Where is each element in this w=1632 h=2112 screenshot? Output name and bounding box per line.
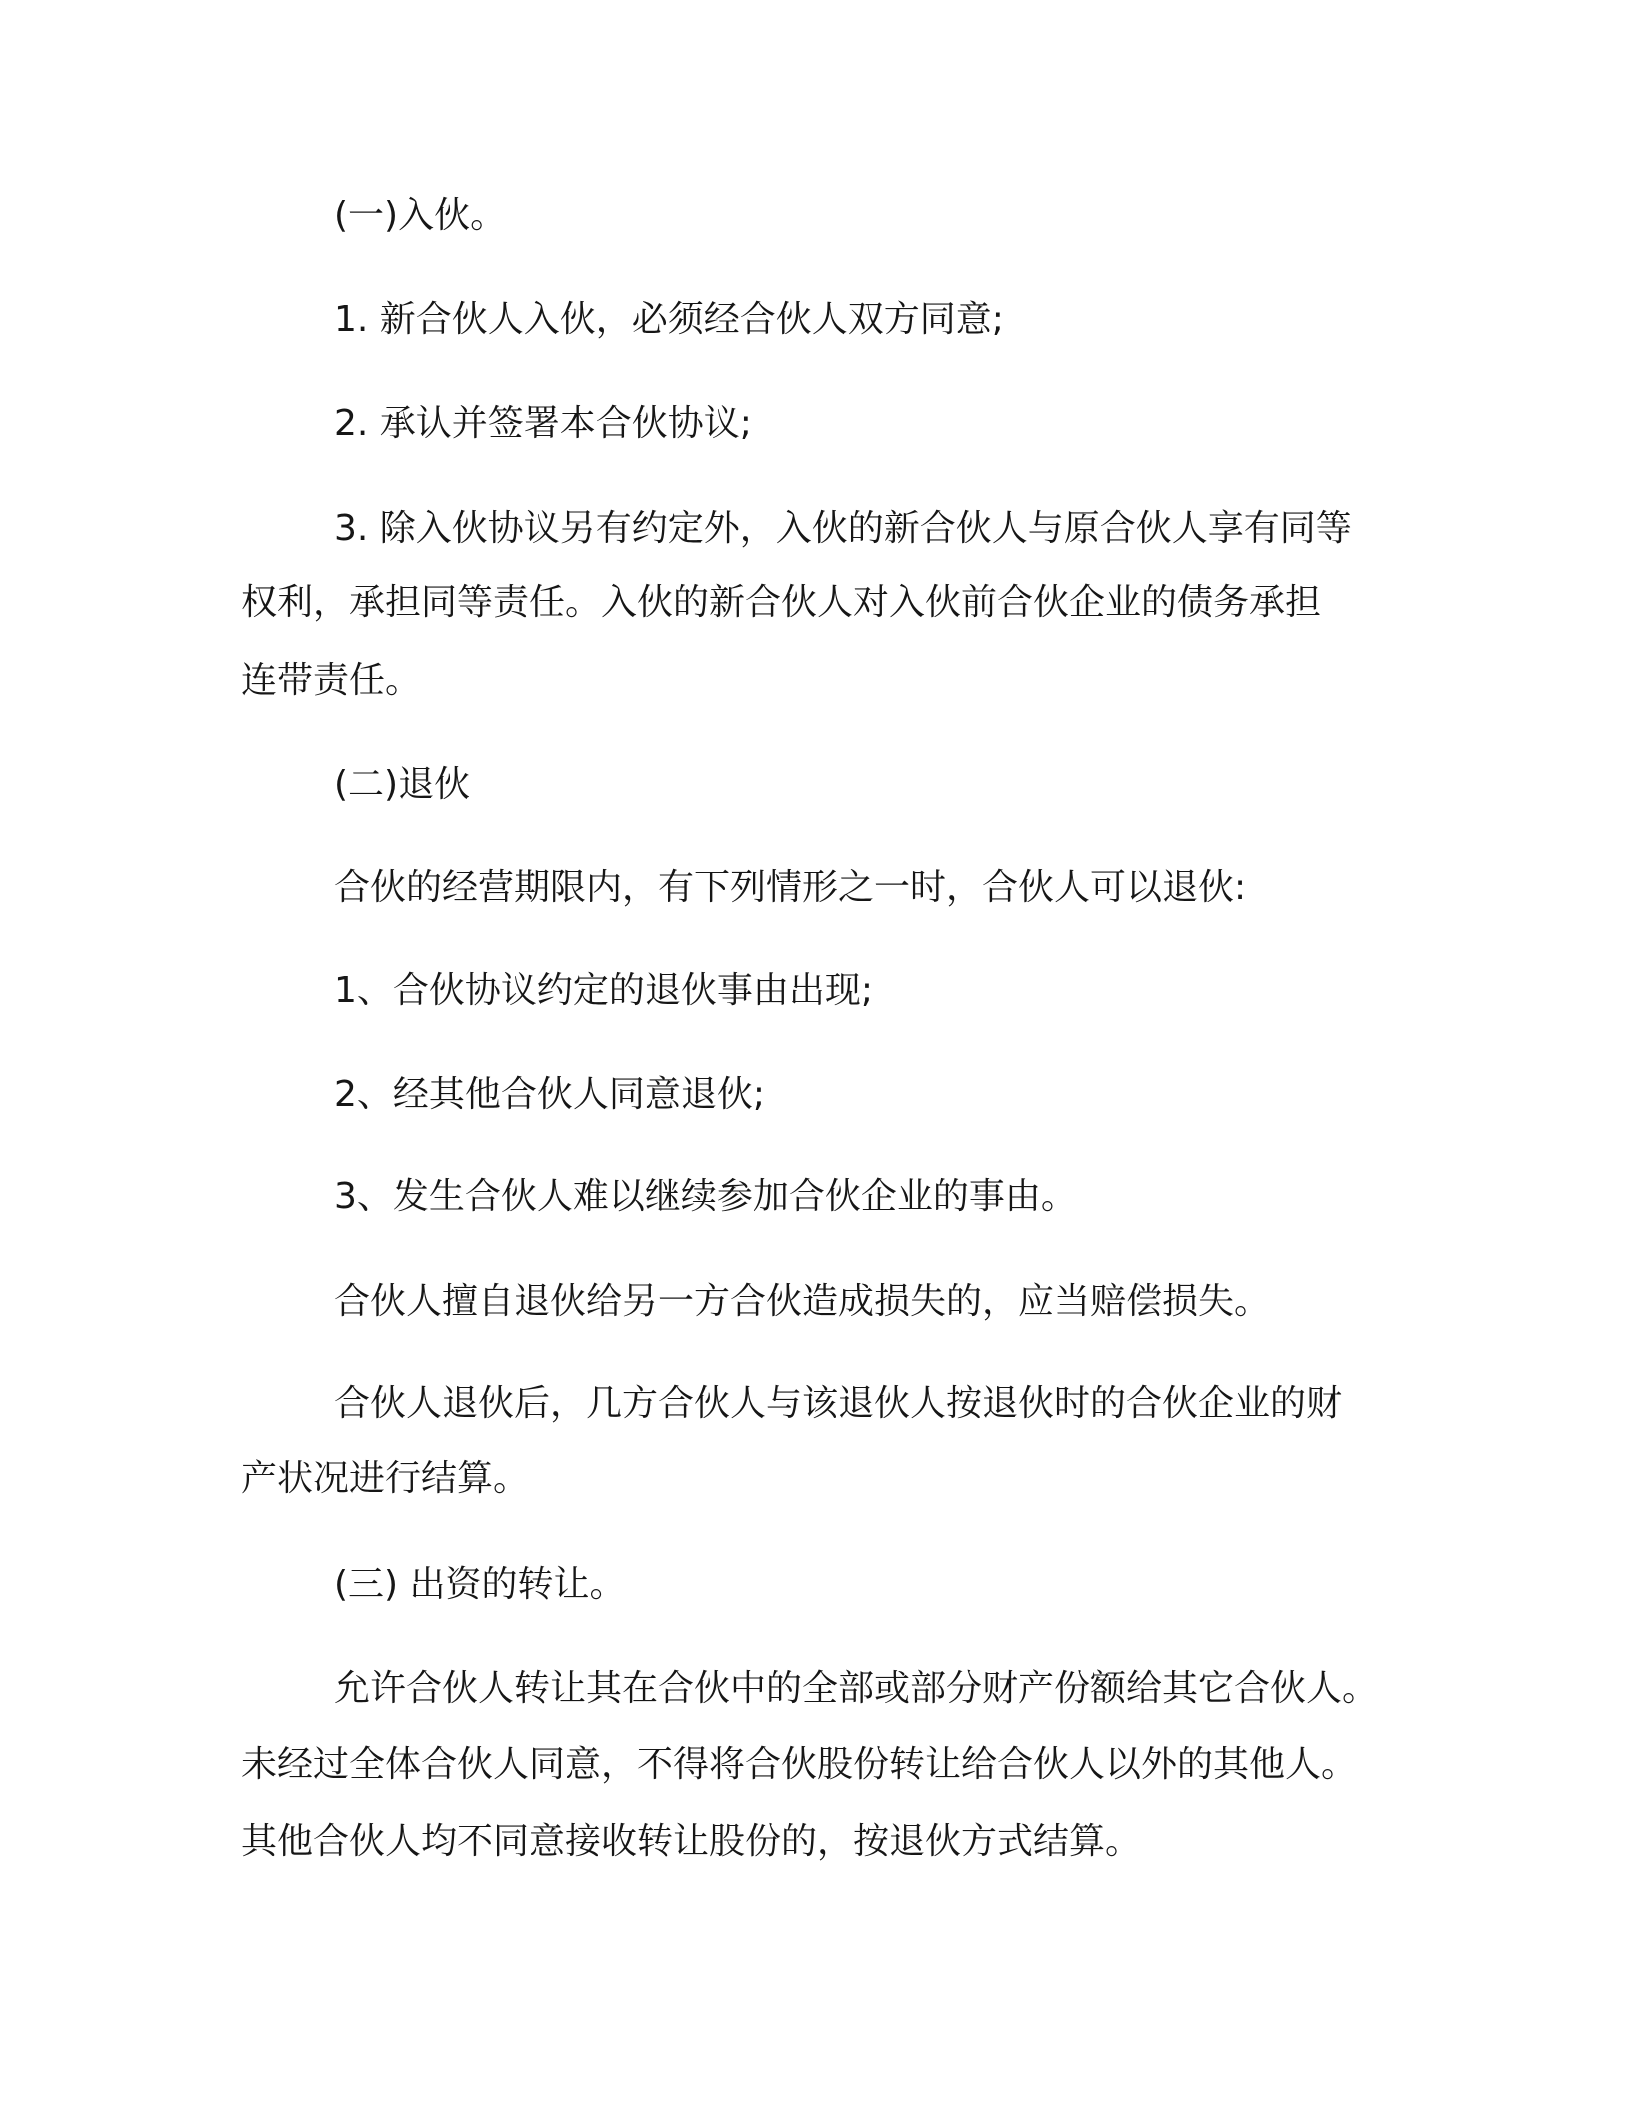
paragraph-line: 2、经其他合伙人同意退伙;: [334, 1074, 766, 1115]
paragraph-line: 1、合伙协议约定的退伙事由出现;: [334, 970, 874, 1011]
paragraph-line: 权利，承担同等责任。入伙的新合伙人对入伙前合伙企业的债务承担: [241, 582, 1322, 623]
paragraph-line: 3. 除入伙协议另有约定外，入伙的新合伙人与原合伙人享有同等: [334, 508, 1352, 549]
section-heading-transfer: (三) 出资的转让。: [334, 1564, 626, 1605]
paragraph-line: 合伙人退伙后，几方合伙人与该退伙人按退伙时的合伙企业的财: [334, 1383, 1343, 1424]
paragraph-line: 允许合伙人转让其在合伙中的全部或部分财产份额给其它合伙人。: [334, 1668, 1379, 1709]
paragraph-line: 1. 新合伙人入伙，必须经合伙人双方同意;: [334, 299, 1004, 340]
paragraph-line: 合伙的经营期限内，有下列情形之一时，合伙人可以退伙:: [334, 867, 1247, 908]
section-heading-joining: (一)入伙。: [334, 195, 507, 236]
section-heading-withdrawal: (二)退伙: [334, 764, 471, 805]
paragraph-line: 合伙人擅自退伙给另一方合伙造成损失的，应当赔偿损失。: [334, 1281, 1271, 1322]
paragraph-line: 连带责任。: [241, 660, 422, 701]
paragraph-line: 未经过全体合伙人同意，不得将合伙股份转让给合伙人以外的其他人。: [241, 1744, 1358, 1785]
paragraph-line: 产状况进行结算。: [241, 1458, 530, 1499]
paragraph-line: 2. 承认并签署本合伙协议;: [334, 403, 752, 444]
paragraph-line: 3、发生合伙人难以继续参加合伙企业的事由。: [334, 1176, 1077, 1217]
paragraph-line: 其他合伙人均不同意接收转让股份的，按退伙方式结算。: [241, 1821, 1142, 1862]
